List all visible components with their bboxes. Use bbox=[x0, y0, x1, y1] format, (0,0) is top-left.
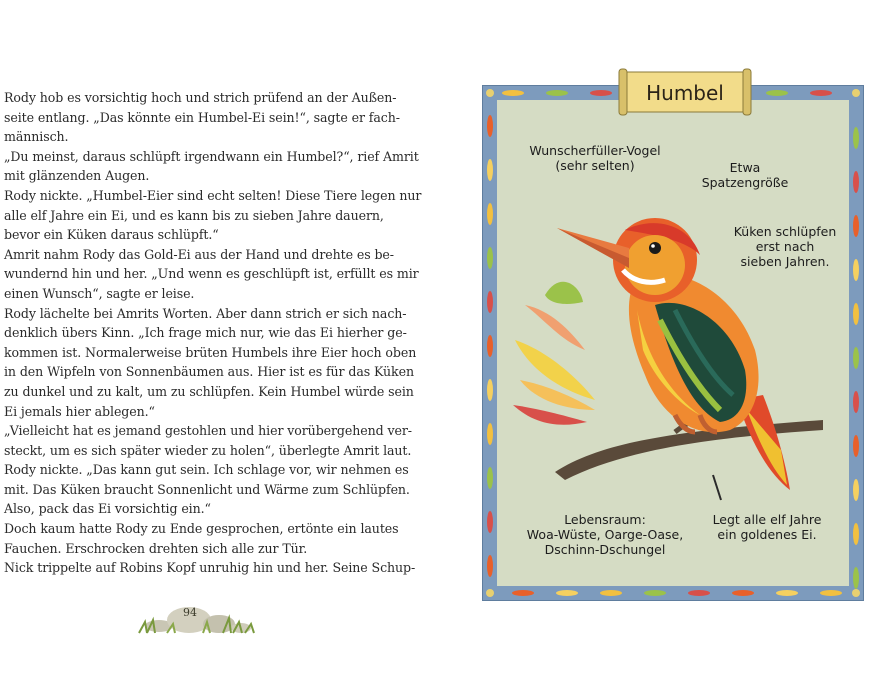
border-feather-icon bbox=[853, 171, 859, 193]
border-feather-icon bbox=[502, 90, 524, 96]
border-feather-icon bbox=[853, 435, 859, 457]
border-feather-icon bbox=[546, 90, 568, 96]
story-line: Ei jemals hier ablegen.“ bbox=[4, 403, 155, 419]
border-feather-icon bbox=[487, 335, 493, 357]
story-line: „Du meinst, daraus schlüpft irgendwann ein Humbel?“, rief Amrit bbox=[4, 148, 419, 164]
border-corner-icon bbox=[486, 89, 494, 97]
border-feather-icon bbox=[600, 590, 622, 596]
border-feather-icon bbox=[487, 555, 493, 577]
border-feather-icon bbox=[820, 590, 842, 596]
story-line: Amrit nahm Rody das Gold-Ei aus der Hand und drehte es be- bbox=[4, 246, 394, 262]
border-feather-icon bbox=[487, 291, 493, 313]
note-line: ein goldenes Ei. bbox=[717, 527, 817, 542]
title-scroll bbox=[617, 67, 753, 117]
note-line: Etwa bbox=[729, 160, 761, 175]
story-line: Nick trippelte auf Robins Kopf unruhig hin und her. Seine Schup- bbox=[4, 560, 416, 576]
story-line: steckt, um es sich später wieder zu holen“, überlegte Amrit laut. bbox=[4, 442, 412, 458]
story-line: mit glänzenden Augen. bbox=[4, 168, 150, 184]
note-eier bbox=[702, 512, 832, 542]
story-line: wundernd hin und her. „Und wenn es geschlüpft ist, erfüllt es mir bbox=[4, 266, 419, 282]
story-line: Rody nickte. „Das kann gut sein. Ich schlage vor, wir nehmen es bbox=[4, 462, 409, 478]
border-feather-icon bbox=[487, 247, 493, 269]
note-line: erst nach bbox=[755, 239, 815, 254]
border-feather-icon bbox=[853, 523, 859, 545]
note-line: sieben Jahren. bbox=[740, 254, 830, 269]
story-line: kommen ist. Normalerweise brüten Humbels ihre Eier hoch oben bbox=[4, 344, 417, 360]
story-line: Fauchen. Erschrocken drehten sich alle zur Tür. bbox=[4, 540, 308, 556]
border-feather-icon bbox=[590, 90, 612, 96]
border-feather-icon bbox=[853, 567, 859, 589]
story-line: denklich übers Kinn. „Ich frage mich nur, wie das Ei hierher ge- bbox=[4, 325, 407, 341]
story-line: Rody nickte. „Humbel-Eier sind echt selten! Diese Tiere legen nur bbox=[4, 187, 422, 203]
story-line: Rody hob es vorsichtig hoch und strich prüfend an der Außen- bbox=[4, 90, 397, 105]
note-lebensraum bbox=[522, 512, 688, 557]
border-feather-icon bbox=[853, 259, 859, 281]
border-feather-icon bbox=[487, 203, 493, 225]
border-feather-icon bbox=[776, 590, 798, 596]
story-line: bevor ein Küken daraus schlüpft.“ bbox=[4, 227, 219, 243]
page-number-stones bbox=[137, 600, 259, 634]
border-feather-icon bbox=[853, 391, 859, 413]
note-line: Wunscherfüller-Vogel bbox=[529, 143, 661, 158]
story-line: „Vielleicht hat es jemand gestohlen und hier vorübergehend ver- bbox=[4, 423, 412, 439]
kingfisher-bird-icon bbox=[505, 210, 835, 510]
note-line: Spatzengröße bbox=[701, 175, 789, 190]
border-corner-icon bbox=[852, 589, 860, 597]
story-line: männisch. bbox=[4, 129, 69, 145]
story-line: einen Wunsch“, sagte er leise. bbox=[4, 285, 195, 301]
page-number: 94 bbox=[183, 606, 197, 619]
story-line: seite entlang. „Das könnte ein Humbel-Ei sein!“, sagte er fach- bbox=[4, 109, 400, 125]
note-line: Woa-Wüste, Oarge-Oase, bbox=[526, 527, 684, 542]
border-feather-icon bbox=[853, 303, 859, 325]
border-feather-icon bbox=[732, 590, 754, 596]
feather-icon bbox=[545, 282, 583, 304]
story-line: Also, pack das Ei vorsichtig ein.“ bbox=[4, 501, 211, 517]
border-feather-icon bbox=[766, 90, 788, 96]
note-groesse bbox=[690, 160, 800, 190]
note-line: Lebensraum: bbox=[564, 512, 646, 527]
border-corner-icon bbox=[852, 89, 860, 97]
note-line: Legt alle elf Jahre bbox=[712, 512, 822, 527]
border-feather-icon bbox=[487, 159, 493, 181]
story-line: mit. Das Küken braucht Sonnenlicht und Wärme zum Schlüpfen. bbox=[4, 481, 410, 497]
border-feather-icon bbox=[688, 590, 710, 596]
border-feather-icon bbox=[487, 115, 493, 137]
note-line: (sehr selten) bbox=[555, 158, 635, 173]
border-feather-icon bbox=[644, 590, 666, 596]
card-title: Humbel bbox=[646, 81, 724, 105]
border-corner-icon bbox=[486, 589, 494, 597]
border-feather-icon bbox=[853, 347, 859, 369]
story-line: Rody lächelte bei Amrits Worten. Aber dann strich er sich nach- bbox=[4, 305, 407, 321]
story-line: alle elf Jahre ein Ei, und es kann bis zu sieben Jahre dauern, bbox=[4, 207, 384, 223]
border-feather-icon bbox=[487, 379, 493, 401]
note-line: Dschinn-Dschungel bbox=[544, 542, 666, 557]
border-feather-icon bbox=[556, 590, 578, 596]
border-feather-icon bbox=[487, 511, 493, 533]
left-page bbox=[0, 0, 430, 698]
note-line: Küken schlüpfen bbox=[733, 224, 837, 239]
border-feather-icon bbox=[512, 590, 534, 596]
border-feather-icon bbox=[853, 479, 859, 501]
story-line: zu dunkel und zu kalt, um zu schlüpfen. Kein Humbel würde sein bbox=[4, 383, 414, 399]
border-feather-icon bbox=[810, 90, 832, 96]
story-line: in den Wipfeln von Sonnenbäumen aus. Hier ist es für das Küken bbox=[4, 364, 414, 380]
story-text bbox=[4, 88, 422, 578]
border-feather-icon bbox=[853, 215, 859, 237]
feather-icon bbox=[525, 305, 585, 350]
border-feather-icon bbox=[853, 127, 859, 149]
note-wunscherfueller bbox=[528, 143, 662, 173]
border-feather-icon bbox=[487, 423, 493, 445]
story-line: Doch kaum hatte Rody zu Ende gesprochen, ertönte ein lautes bbox=[4, 521, 399, 537]
border-feather-icon bbox=[487, 467, 493, 489]
